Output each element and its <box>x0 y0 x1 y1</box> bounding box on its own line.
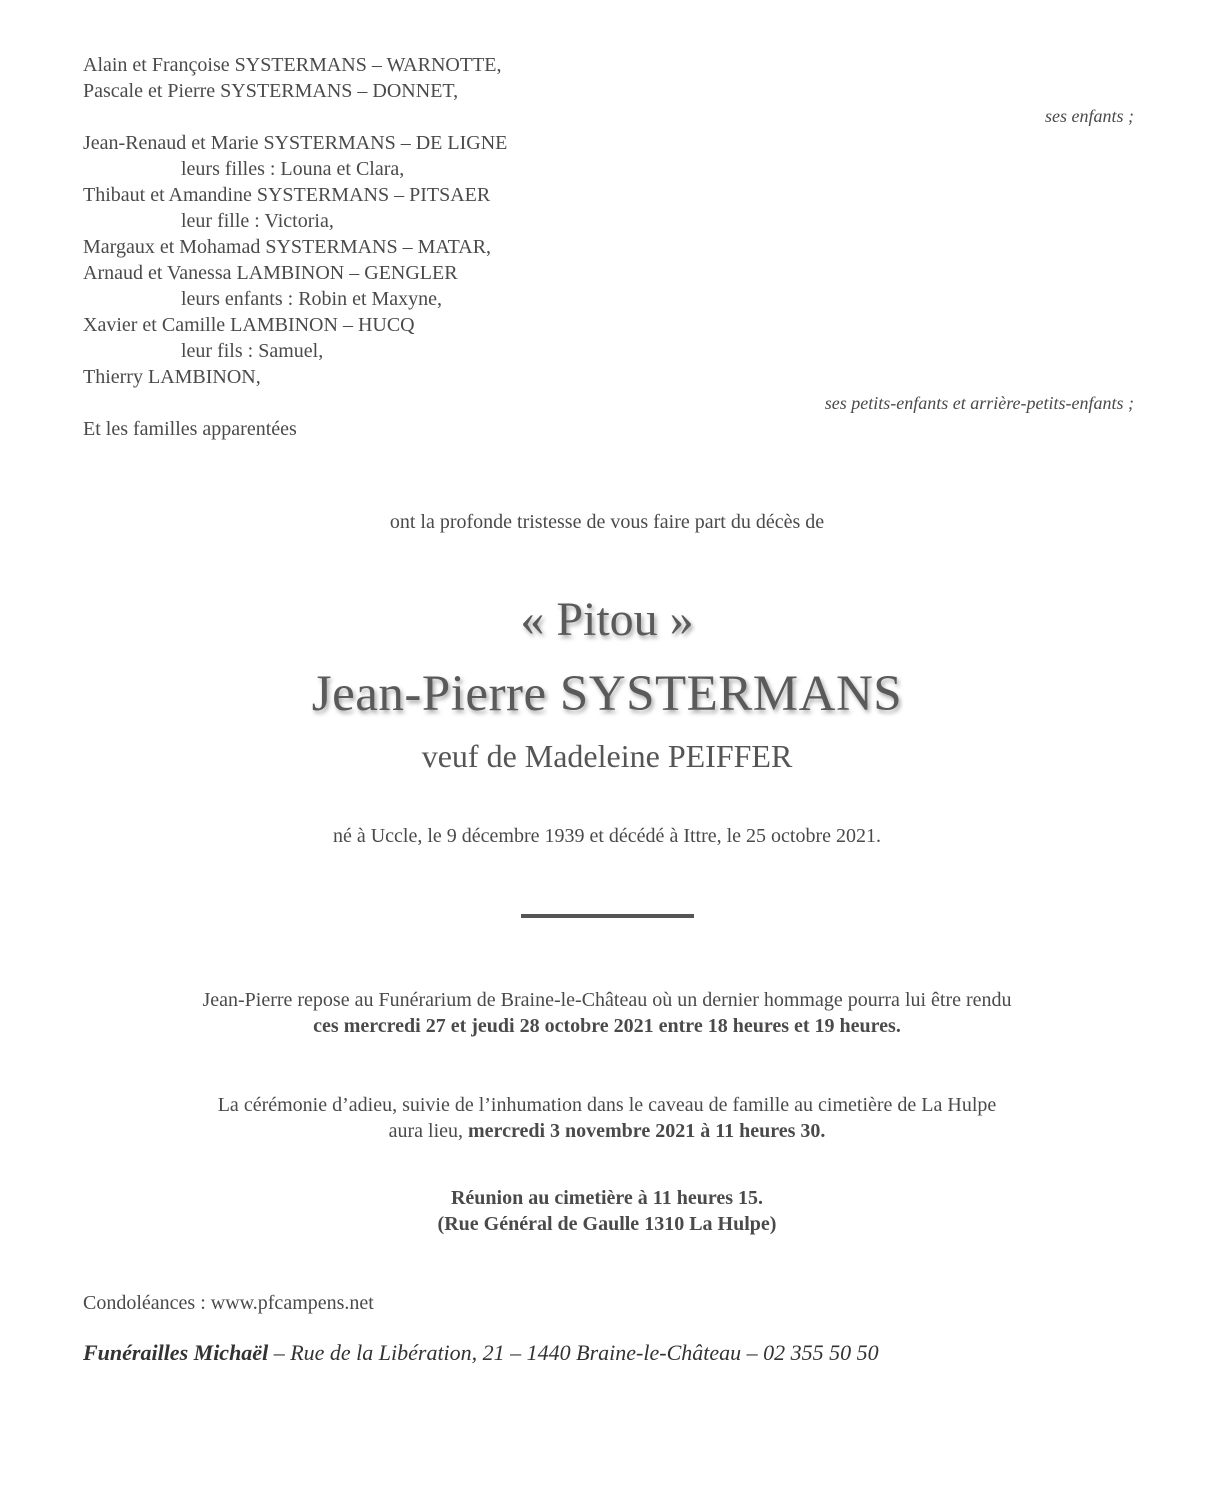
child-line-2: Pascale et Pierre SYSTERMANS – DONNET, <box>83 80 459 102</box>
grandchild-line: leur fille : Victoria, <box>181 210 334 232</box>
grandchild-line: Arnaud et Vanessa LAMBINON – GENGLER <box>83 262 458 284</box>
grandchildren-label: ses petits-enfants et arrière-petits-enfants ; <box>824 393 1134 413</box>
ceremony-line-2 <box>0 1118 1214 1144</box>
ceremony-date: mercredi 3 novembre 2021 à 11 heures 30. <box>468 1120 826 1142</box>
grandchild-line: Xavier et Camille LAMBINON – HUCQ <box>83 314 415 336</box>
funeral-home-footer <box>83 1340 879 1366</box>
grandchild-line: Jean-Renaud et Marie SYSTERMANS – DE LIGNE <box>83 132 508 154</box>
ceremony-line-1: La cérémonie d’adieu, suivie de l’inhumation dans le caveau de famille au cimetière de La Hulpe <box>217 1094 997 1116</box>
grandchild-line: Thibaut et Amandine SYSTERMANS – PITSAER <box>83 184 491 206</box>
grandchild-line: leurs filles : Louna et Clara, <box>181 158 405 180</box>
grandchild-line: leurs enfants : Robin et Maxyne, <box>181 288 443 310</box>
visitation-line-2: ces mercredi 27 et jeudi 28 octobre 2021 entre 18 heures et 19 heures. <box>313 1015 901 1037</box>
announcement-text: ont la profonde tristesse de vous faire part du décès de <box>389 511 825 533</box>
meeting-line-1: Réunion au cimetière à 11 heures 15. <box>450 1187 764 1209</box>
condolences-link[interactable]: Condoléances : www.pfcampens.net <box>83 1292 374 1314</box>
relatives-line: Et les familles apparentées <box>83 418 297 440</box>
grandchild-line: leur fils : Samuel, <box>181 340 324 362</box>
birth-death-dates: né à Uccle, le 9 décembre 1939 et décédé à Ittre, le 25 octobre 2021. <box>332 825 882 847</box>
ceremony-prefix: aura lieu, <box>388 1120 469 1142</box>
grandchild-line: Thierry LAMBINON, <box>83 366 261 388</box>
visitation-line-1: Jean-Pierre repose au Funérarium de Braine-le-Château où un dernier hommage pourra lui être rendu <box>202 989 1012 1011</box>
funeral-home-name: Funérailles Michaël <box>83 1340 269 1365</box>
child-line-1: Alain et Françoise SYSTERMANS – WARNOTTE, <box>83 54 502 76</box>
deceased-name: Jean-Pierre SYSTERMANS <box>311 666 903 722</box>
meeting-address: (Rue Général de Gaulle 1310 La Hulpe) <box>437 1213 777 1235</box>
funeral-home-address: – Rue de la Libération, 21 – 1440 Braine-le-Château – 02 355 50 50 <box>268 1340 879 1365</box>
deceased-nickname: « Pitou » <box>520 593 694 646</box>
grandchild-line: Margaux et Mohamad SYSTERMANS – MATAR, <box>83 236 492 258</box>
section-divider <box>521 914 694 918</box>
widower-of: veuf de Madeleine PEIFFER <box>421 738 793 774</box>
children-label: ses enfants ; <box>1045 106 1134 126</box>
